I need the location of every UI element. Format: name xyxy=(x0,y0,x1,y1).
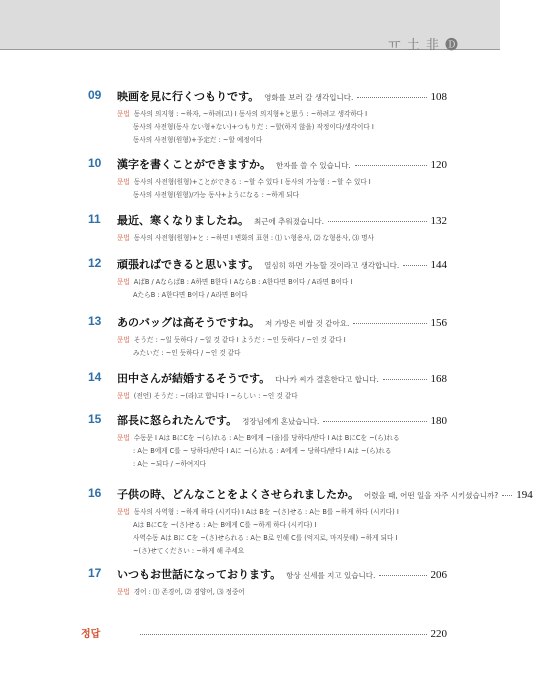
page-number: 120 xyxy=(430,159,447,171)
answer-key-row[interactable] xyxy=(81,625,447,640)
grammar-notes xyxy=(117,232,457,245)
series-logo: ㅠ 土 非 🅓 xyxy=(388,38,459,53)
lesson-subtitle: 최근에 추워졌습니다. xyxy=(254,217,324,226)
grammar-notes xyxy=(117,108,457,147)
grammar-text: みたいだ : ~인 듯하다 / ~인 것 같다 xyxy=(133,349,241,357)
grammar-line xyxy=(117,276,457,289)
dot-leader xyxy=(328,221,427,222)
lesson-number: 10 xyxy=(88,156,102,170)
lesson-title-row xyxy=(117,314,447,330)
lesson-title-row xyxy=(117,88,447,104)
grammar-notes xyxy=(117,334,457,360)
grammar-line xyxy=(117,334,457,347)
answer-key-label: 정답 xyxy=(81,629,101,640)
dot-leader xyxy=(353,323,426,324)
grammar-text: 동사의 사전형(원형)+ことができる : ~할 수 있다 I 동사의 가능형 : ~할 수 있다 I xyxy=(133,178,371,186)
page-number: 156 xyxy=(430,317,447,329)
grammar-text: 수동문 I Aは BにCを ~(ら)れる : A는 B에게 ~(을)를 당하다/받다 I Aは BにCを ~(ら)れる xyxy=(133,434,400,442)
dot-leader xyxy=(140,634,426,635)
lesson-title: 田中さんが結婚するそうです。 xyxy=(117,372,271,385)
page-number: 144 xyxy=(430,259,447,271)
grammar-text: : A는 B에게 C를 ~ 당하다/받다 I Aに ~(ら)れる : A에게 ~ 당하다/받다 I Aは ~(ら)れる xyxy=(133,447,392,455)
lesson-title-row xyxy=(117,256,447,272)
grammar-text: そうだ : ~일 듯하다 / ~일 것 같다 I ようだ : ~인 듯하다 / ~인 것 같다 I xyxy=(133,336,346,344)
dot-leader xyxy=(383,379,427,380)
grammar-notes xyxy=(117,506,457,558)
grammar-line xyxy=(117,347,457,360)
lesson-subtitle: 정장님에게 혼났습니다. xyxy=(242,417,320,426)
grammar-notes xyxy=(117,276,457,302)
grammar-text: AたらB : A한다면 B이다 / A라면 B이다 xyxy=(133,291,248,299)
grammar-line xyxy=(117,121,457,134)
lesson-number: 11 xyxy=(88,212,101,226)
lesson-title: 子供の時、どんなことをよくさせられましたか。 xyxy=(117,488,359,501)
grammar-tag: 문법 xyxy=(117,434,130,442)
page-number: 132 xyxy=(430,215,447,227)
grammar-line xyxy=(117,176,457,189)
page-number: 180 xyxy=(430,415,447,427)
lesson-number: 12 xyxy=(88,256,102,270)
grammar-text: 동사의 의지형 : ~하자, ~하려(고) I 동사의 의지형+と思う : ~하려고 생각하다 I xyxy=(133,110,368,118)
lesson-number: 16 xyxy=(88,486,102,500)
grammar-text: Aは BにCを ~(さ)せる : A는 B에게 C를 ~하게 하다 (시키다) I xyxy=(133,521,317,529)
grammar-line xyxy=(117,108,457,121)
grammar-tag: 문법 xyxy=(117,392,130,400)
lesson-subtitle: 영화를 보러 갈 생각입니다. xyxy=(264,93,354,102)
grammar-line xyxy=(117,445,457,458)
grammar-line xyxy=(117,545,457,558)
grammar-line xyxy=(117,189,457,202)
grammar-text: 동사의 사역형 : ~하게 하다 (시키다) I Aは Bを ~(さ)せる : A는 B를 ~하게 하다 (시키다) I xyxy=(133,508,399,516)
grammar-text: 동사의 사전형(동사 ない형+ない)+つもりだ : ~할(하지 않을) 작정이다/생각이다 I xyxy=(133,123,374,131)
lesson-title: 漢字を書くことができますか。 xyxy=(117,158,271,171)
grammar-text: AばB / AならばB : A하면 B한다 I AならB : A한다면 B이다 / A라면 B이다 I xyxy=(133,278,353,286)
dot-leader xyxy=(323,421,426,422)
grammar-tag: 문법 xyxy=(117,336,130,344)
grammar-notes xyxy=(117,432,457,471)
page-number: 194 xyxy=(516,489,533,501)
lesson-number: 13 xyxy=(88,314,102,328)
grammar-tag: 문법 xyxy=(117,508,130,516)
lesson-number: 09 xyxy=(88,88,102,102)
lesson-subtitle: 열심히 하면 가능할 것이라고 생각합니다. xyxy=(264,261,400,270)
grammar-tag: 문법 xyxy=(117,110,130,118)
grammar-line xyxy=(117,506,457,519)
lesson-title-row xyxy=(117,212,447,228)
answer-key-page: 220 xyxy=(430,628,447,640)
grammar-notes xyxy=(117,390,457,403)
grammar-notes xyxy=(117,586,457,599)
grammar-line xyxy=(117,432,457,445)
lesson-title-row xyxy=(117,412,447,428)
lesson-subtitle: 어렸을 때, 어떤 일을 자주 시키셨습니까? xyxy=(364,491,499,500)
grammar-tag: 문법 xyxy=(117,234,130,242)
lesson-number: 15 xyxy=(88,412,102,426)
grammar-line xyxy=(117,532,457,545)
lesson-number: 14 xyxy=(88,370,102,384)
grammar-text: 동사의 사전형(원형)+と : ~하면 I 변화의 표현 : ⑴ い형용사, ⑵ な형용사, ⑶ 명사 xyxy=(133,234,374,242)
page-number: 108 xyxy=(430,91,447,103)
lesson-title-row xyxy=(117,370,447,386)
lesson-number: 17 xyxy=(88,566,102,580)
grammar-text: ~(さ)せてください : ~하게 해 주세요 xyxy=(133,547,245,555)
lesson-title: 頑張ればできると思います。 xyxy=(117,258,260,271)
grammar-line xyxy=(117,586,457,599)
lesson-title-row xyxy=(117,566,447,582)
lesson-title-row xyxy=(117,486,533,502)
lesson-title: あのバッグは高そうですね。 xyxy=(117,316,260,329)
grammar-tag: 문법 xyxy=(117,588,130,596)
grammar-text: (전언) そうだ : ~(라)고 합니다 I ~らしい : ~인 것 같다 xyxy=(133,392,298,400)
lesson-title-row xyxy=(117,156,447,172)
grammar-text: 경어 : ⑴ 존경어, ⑵ 겸양어, ⑶ 정중어 xyxy=(133,588,245,596)
grammar-line xyxy=(117,390,457,403)
grammar-tag: 문법 xyxy=(117,178,130,186)
lesson-title: 部長に怒られたんです。 xyxy=(117,414,238,427)
grammar-text: 동사의 사전형(원형)/가능 동사+ようになる : ~하게 되다 xyxy=(133,191,299,199)
dot-leader xyxy=(355,165,427,166)
grammar-line xyxy=(117,134,457,147)
lesson-subtitle: 항상 신세를 지고 있습니다. xyxy=(286,571,376,580)
lesson-subtitle: 다나카 씨가 결혼한다고 합니다. xyxy=(275,375,379,384)
grammar-text: 사역수동 Aは Bに Cを ~(さ)せられる : A는 B로 인해 C를 (억지로, 마지못해) ~하게 되다 I xyxy=(133,534,398,542)
lesson-subtitle: 저 가방은 비쌀 것 같아요. xyxy=(265,319,350,328)
lesson-title: 映画を見に行くつもりです。 xyxy=(117,90,260,103)
lesson-subtitle: 한자를 쓸 수 있습니다. xyxy=(276,161,351,170)
grammar-notes xyxy=(117,176,457,202)
dot-leader xyxy=(403,265,426,266)
dot-leader xyxy=(379,575,426,576)
grammar-line xyxy=(117,232,457,245)
dot-leader xyxy=(357,97,426,98)
lesson-title: 最近、寒くなりましたね。 xyxy=(117,214,249,227)
dot-leader xyxy=(502,495,512,496)
grammar-tag: 문법 xyxy=(117,278,130,286)
grammar-line xyxy=(117,519,457,532)
grammar-line xyxy=(117,458,457,471)
grammar-text: : A는 ~되다 / ~하여지다 xyxy=(133,460,206,468)
page-number: 168 xyxy=(430,373,447,385)
page-number: 206 xyxy=(430,569,447,581)
grammar-text: 동사의 사전형(원형)+予定だ : ~할 예정이다 xyxy=(133,136,263,144)
lesson-title: いつもお世話になっております。 xyxy=(117,568,282,581)
grammar-line xyxy=(117,289,457,302)
